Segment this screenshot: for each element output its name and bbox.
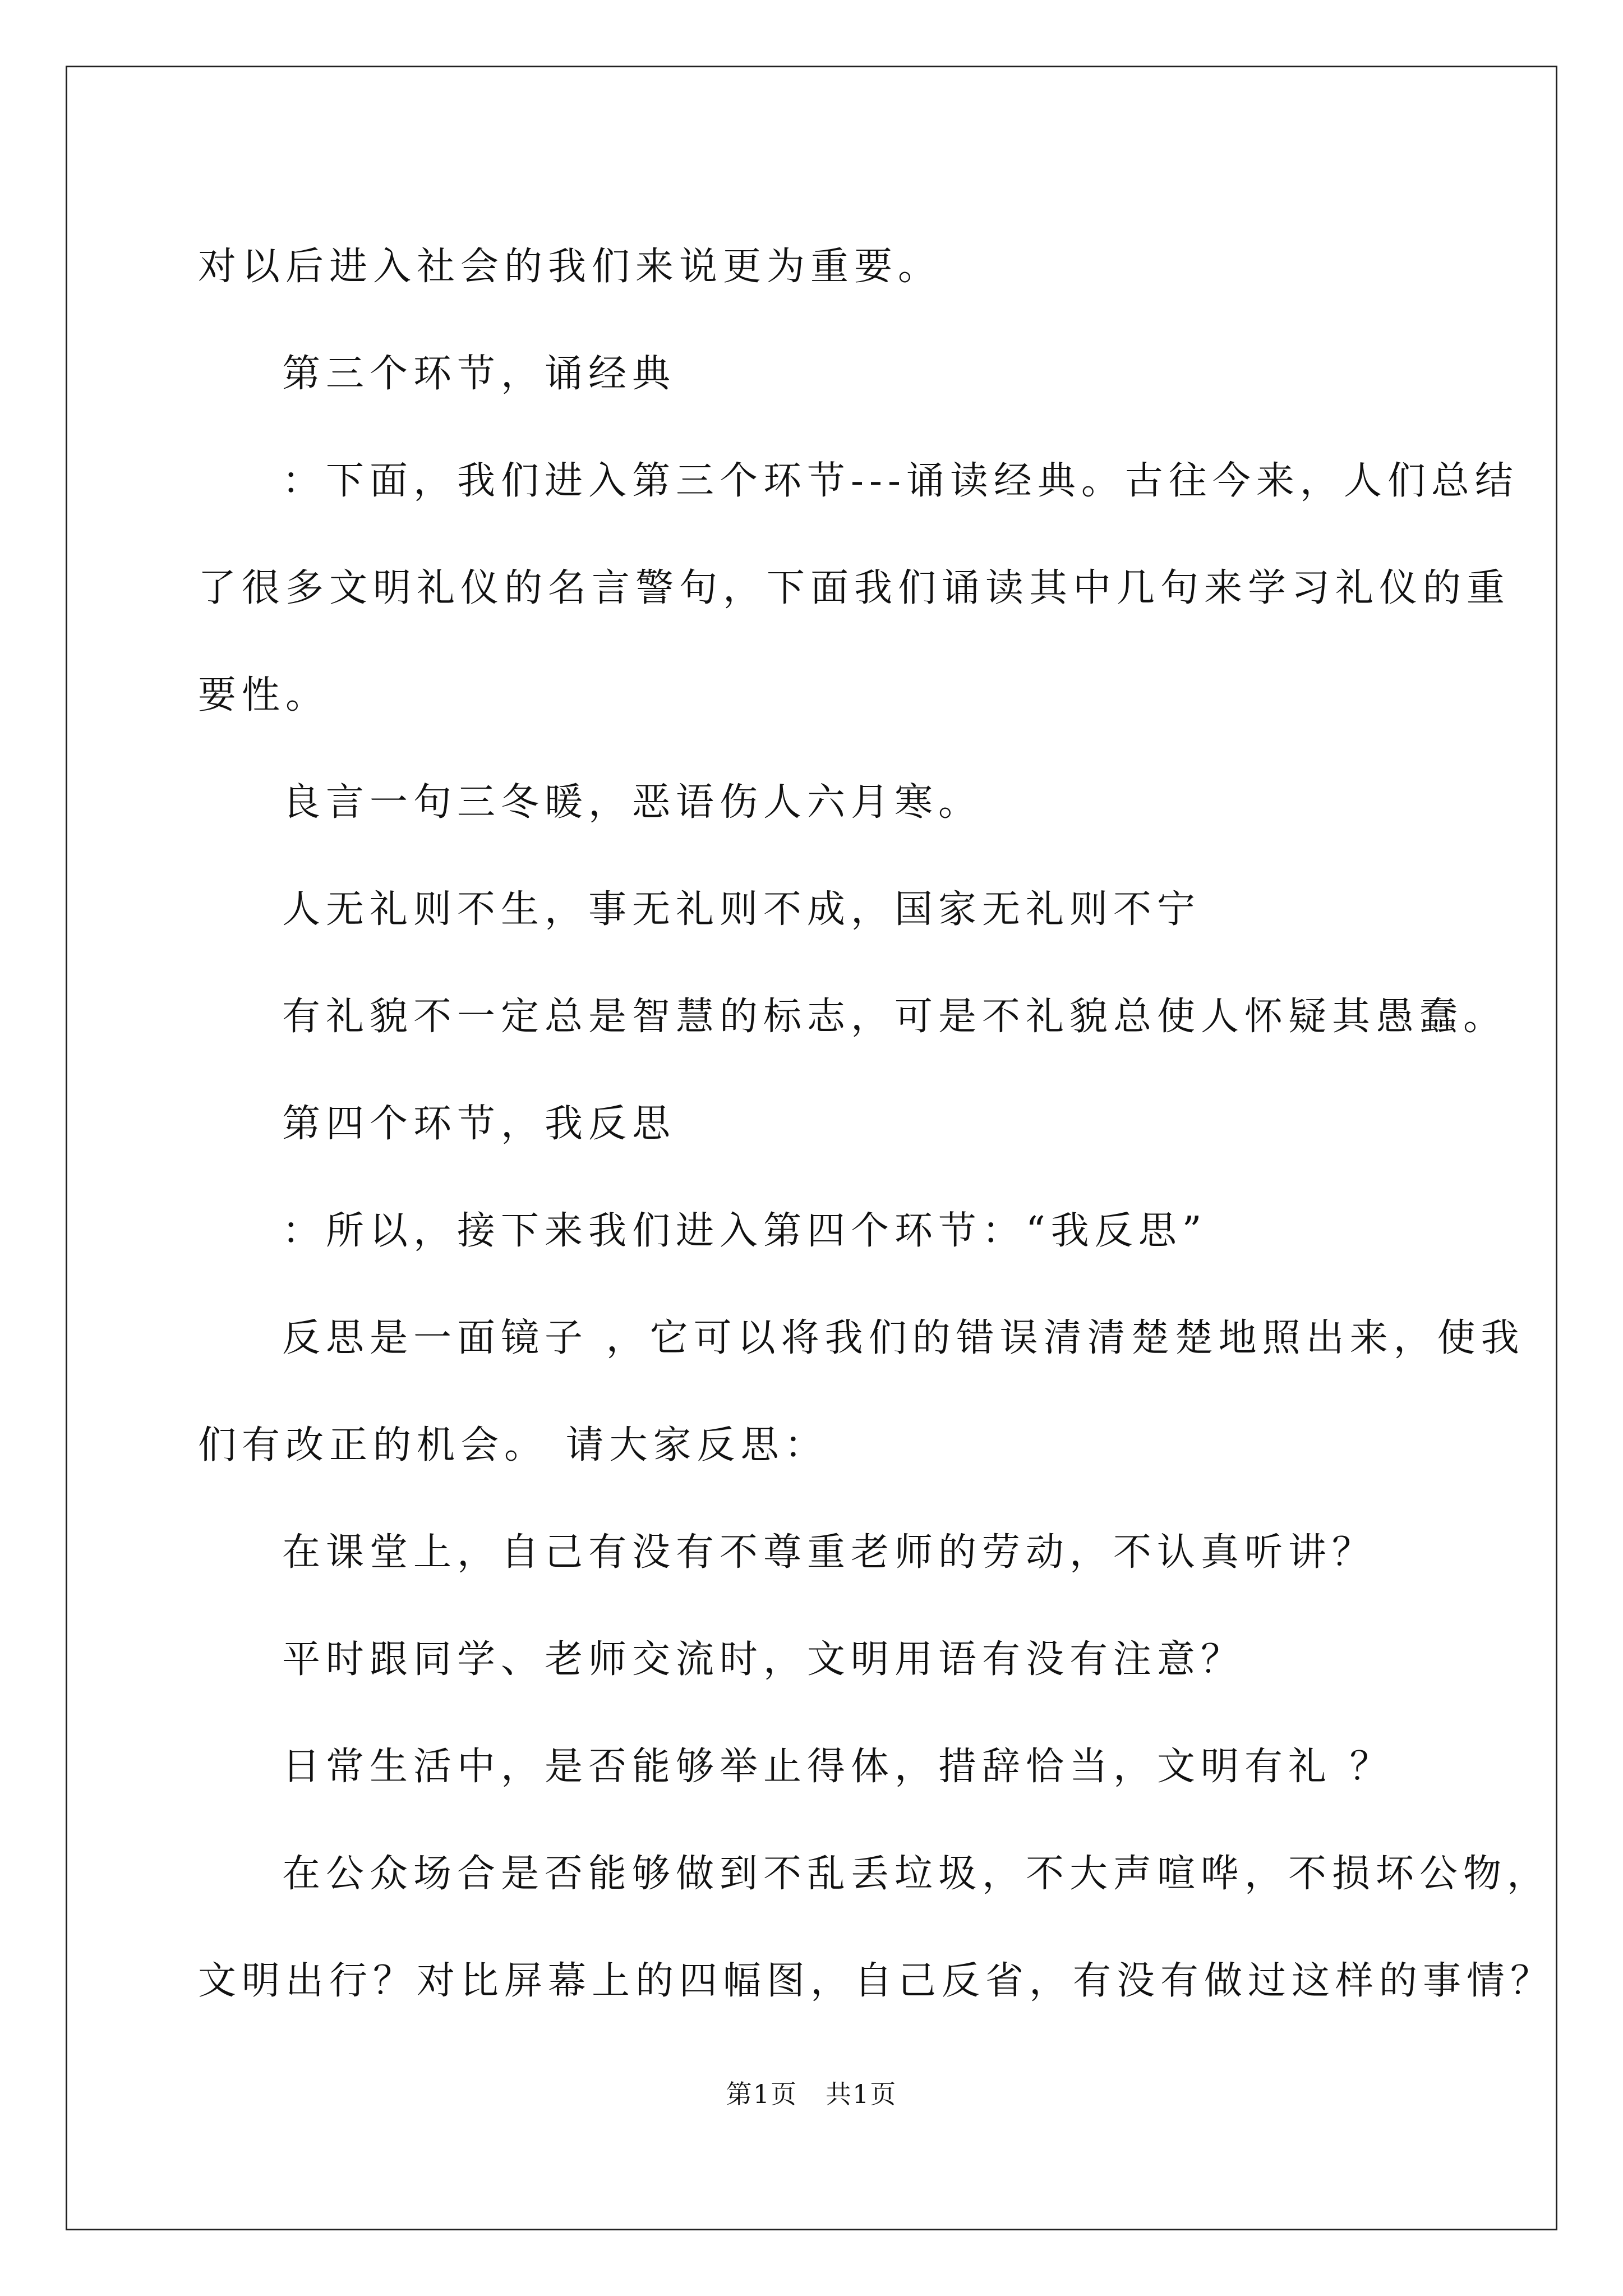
paragraph: 文明出行？对比屏幕上的四幅图，自己反省，有没有做过这样的事情？ [198,1959,1555,2003]
document-body [198,213,1555,2035]
paragraph: 第四个环节，我反思 [282,1102,676,1146]
page-total: 共1页 [826,2079,897,2109]
paragraph: 第三个环节，诵经典 [282,352,676,396]
paragraph: ：所以，接下来我们进入第四个环节：“我反思” [282,1209,1207,1253]
paragraph: 反思是一面镜子 ，它可以将我们的错误清清楚楚地照出来，使我 [282,1316,1525,1360]
page-number: 第1页 [726,2079,797,2109]
paragraph: 日常生活中，是否能够举止得体，措辞恰当，文明有礼 ？ [282,1745,1394,1789]
paragraph: 有礼貌不一定总是智慧的标志，可是不礼貌总使人怀疑其愚蠢。 [282,995,1507,1039]
paragraph: ：下面，我们进入第三个环节---诵读经典。古往今来，人们总结 [282,459,1519,503]
page-footer [0,2077,1623,2111]
paragraph: 良言一句三冬暖，恶语伤人六月寒。 [282,780,983,825]
paragraph: 对以后进入社会的我们来说更为重要。 [198,245,942,289]
paragraph: 在公众场合是否能够做到不乱丢垃圾，不大声喧哗，不损坏公物， [282,1852,1551,1896]
paragraph: 在课堂上，自己有没有不尊重老师的劳动，不认真听讲？ [282,1530,1376,1575]
paragraph: 们有改正的机会。 请大家反思： [198,1423,828,1467]
paragraph: 平时跟同学、老师交流时，文明用语有没有注意？ [282,1637,1245,1682]
paragraph: 了很多文明礼仪的名言警句，下面我们诵读其中几句来学习礼仪的重 [198,566,1511,610]
paragraph: 人无礼则不生，事无礼则不成，国家无礼则不宁 [282,887,1201,932]
paragraph: 要性。 [198,673,330,717]
